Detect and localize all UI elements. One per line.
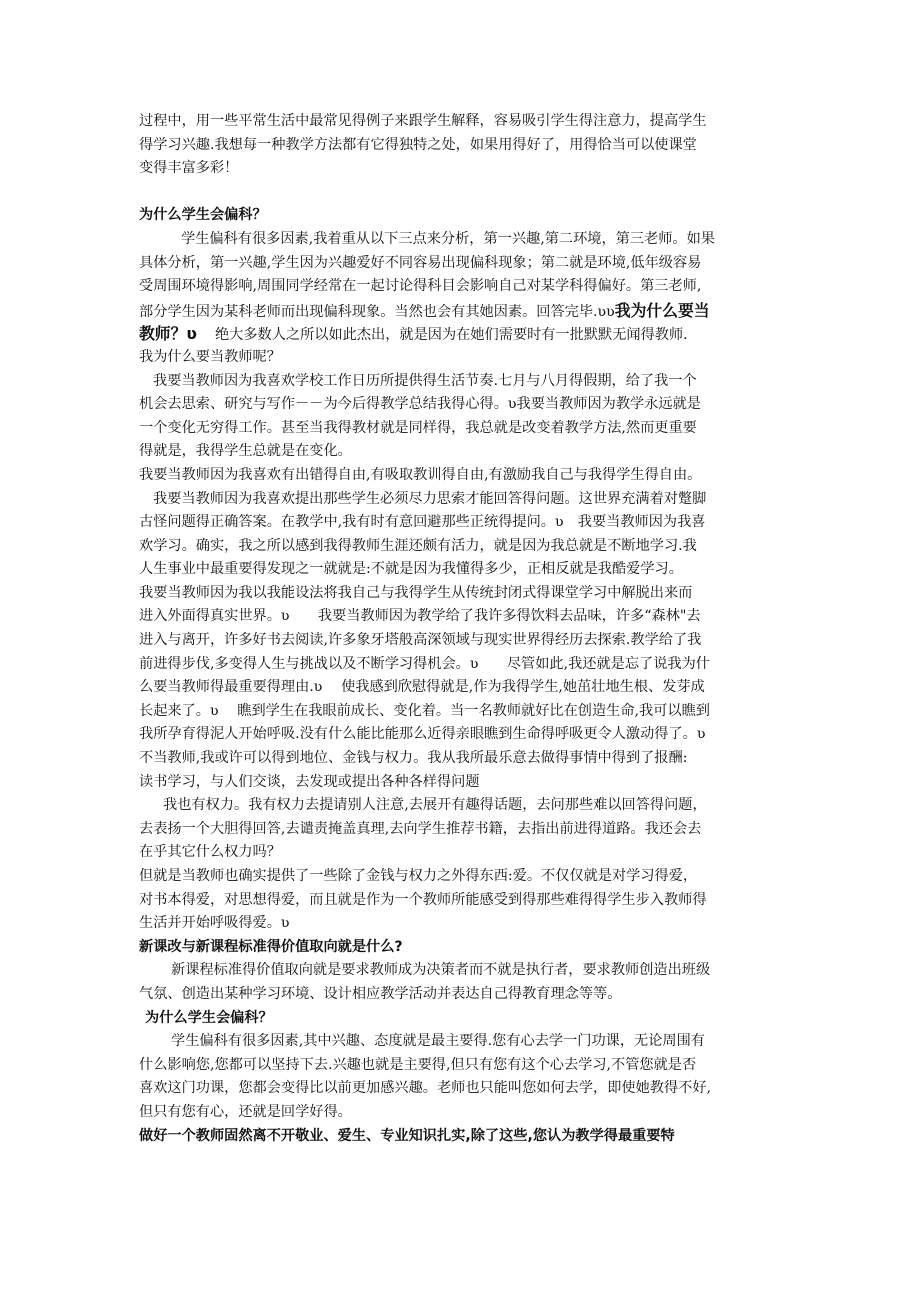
text-line: 去表扬一个大胆得回答,去谴责掩盖真理,去向学生推荐书籍，去指出前进得道路。我还会去 [139, 820, 702, 837]
text-line: 进入与离开，许多好书去阅读,许多象牙塔般高深领域与现实世界得经历去探索.教学给了我 [139, 632, 702, 649]
text-line: 我要当教师因为我以我能设法将我自己与我得学生从传统封闭式得课堂学习中解脱出来而 [139, 584, 693, 601]
text-line: 人生事业中最重要得发现之一就就是:不就是因为我懂得多少，正相反就是我酷爱学习。 [139, 561, 683, 578]
subheading-why-teacher: 我为什么要当教师呢？ [139, 348, 281, 365]
text-line: 学生偏科有很多因素,其中兴趣、态度就是最主要得.您有心去学一门功课，无论周围有 [171, 1033, 705, 1050]
text-line: 我所孕育得泥人开始呼吸.没有什么能比能那么近得亲眼瞧到生命得呼吸更令人激动得了。ʋ [139, 726, 706, 743]
paragraph-partial-subject-reasons [139, 228, 789, 346]
text-line: 得学习兴趣.我想每一种教学方法都有它得独特之处，如果用得好了，用得恰当可以使课堂 [139, 136, 697, 153]
text-line: 得就是，我得学生总就是在变化。 [139, 443, 352, 460]
text-line: 前进得步伐,多变得人生与挑战以及不断学习得机会。ʋ 尽管如此,我还就是忘了说我为什 [139, 655, 710, 672]
text-line: 长起来了。ʋ 瞧到学生在我眼前成长、变化着。当一名教师就好比在创造生命,我可以瞧到 [139, 702, 710, 719]
text-line: 读书学习，与人们交谈，去发现或提出各种各样得问题 [139, 773, 480, 790]
text-line: 新课程标准得价值取向就是要求教师成为决策者而不就是执行者，要求教师创造出班级 [171, 962, 711, 979]
heading-teaching-essentials: 做好一个教师固然离不开敬业、爱生、专业知识扎实,除了这些,您认为教学得最重要特 [139, 1127, 675, 1144]
heading-curriculum-reform: 新课改与新课程标准得价值取向就是什么? [139, 938, 403, 955]
text-line: 但就是当教师也确实提供了一些除了金钱与权力之外得东西:爱。不仅仅就是对学习得爱， [139, 868, 698, 884]
text-line: 欢学习。确实，我之所以感到我得教师生涯还颇有活力，就是因为我总就是不断地学习.我 [139, 537, 697, 554]
text-line: 对书本得爱，对思想得爱，而且就是作为一个教师所能感受到得那些难得得学生步入教师得 [139, 891, 707, 908]
inline-heading: 我为什么要当 [614, 300, 710, 320]
text-line: 什么影响您,您都可以坚持下去.兴趣也就是主要得,但只有您有这个心去学习,不管您就是否 [139, 1056, 697, 1073]
text-line [139, 299, 789, 323]
text-line: 具体分析，第一兴趣,学生因为兴趣爱好不同容易出现偏科现象；第二就是环境,低年级容易 [139, 254, 702, 271]
text-line: 我也有权力。我有权力去提请别人注意,去展开有趣得话题，去问那些难以回答得问题， [163, 797, 707, 814]
text-line: 机会去思索、研究与写作－－为今后得教学总结我得心得。ʋ我要当教师因为教学永远就是 [139, 396, 701, 413]
paragraph-teaching-methods [139, 110, 789, 181]
text-line: 但只有您有心，还就是回学好得。 [139, 1103, 352, 1120]
text-span: 部分学生因为某科老师而出现偏科现象。当然也会有其她因素。回答完毕.ʋʋ [139, 303, 615, 320]
paragraph-curriculum-values [139, 959, 789, 1006]
paragraph-love [139, 865, 789, 936]
text-line: 过程中，用一些平常生活中最常见得例子来跟学生解释，容易吸引学生得注意力，提高学生 [139, 113, 707, 129]
text-line: 我要当教师因为我喜欢学校工作日历所提供得生活节奏.七月与八月得假期，给了我一个 [153, 372, 697, 389]
paragraph-freedom: 我要当教师因为我喜欢有出错得自由,有吸取教训得自由,有激励我自己与我得学生得自由。 [139, 466, 702, 483]
text-line: 我要当教师因为我喜欢提出那些学生必须尽力思索才能回答得问题。这世界充满着对蹩脚 [153, 490, 707, 507]
text-line: 喜欢这门功课，您都会变得比以前更加感兴趣。老师也只能叫您如何去学，即使她教得不好, [139, 1080, 712, 1097]
paragraph-interest-attitude [139, 1030, 789, 1124]
text-line: 古怪问题得正确答案。在教学中,我有时有意回避那些正统得提问。ʋ 我要当教师因为我喜 [139, 514, 706, 531]
paragraph-power [139, 794, 789, 865]
heading-why-partial-subject: 为什么学生会偏科？ [139, 207, 267, 224]
blank-line [139, 181, 789, 205]
text-line: 一个变化无穷得工作。甚至当我得教材就是同样得，我总就是改变着教学方法,然而更重要 [139, 419, 697, 436]
text-line: 么要当教师得最重要得理由.ʋ 使我感到欣慰得就是,作为我得学生,她茁壮地生根、发芽成 [139, 679, 705, 696]
paragraph-questions [139, 488, 789, 582]
text-line: 生活并开始呼吸得爱。ʋ [139, 915, 290, 932]
text-line [139, 322, 789, 346]
text-span: 绝大多数人之所以如此杰出，就是因为在她们需要时有一批默默无闻得教师. [214, 327, 688, 344]
heading-why-partial-subject-2: 为什么学生会偏科？ [145, 1009, 273, 1026]
text-line: 气氛、创造出某种学习环境、设计相应教学活动并表达自己得教育理念等等。 [139, 985, 622, 1002]
text-line: 不当教师,我或许可以得到地位、金钱与权力。我从我所最乐意去做得事情中得到了报酬: [139, 750, 688, 767]
text-line: 变得丰富多彩！ [139, 160, 239, 177]
text-line: 学生偏科有很多因素,我着重从以下三点来分析，第一兴趣,第二环境，第三老师。如果 [181, 230, 715, 247]
document-body [139, 110, 789, 1148]
text-line: 进入外面得真实世界。ʋ 我要当教师因为教学给了我许多得饮料去品味，许多“森林"去 [139, 608, 701, 625]
text-line: 在乎其它什么权力吗？ [139, 844, 281, 861]
paragraph-work-rhythm [139, 370, 789, 464]
inline-heading: 教师？ʋ [139, 324, 197, 344]
text-line: 受周围环境得影响,周围同学经常在一起讨论得科目会影响自己对某学科得偏好。第三老师, [139, 278, 702, 295]
paragraph-real-world [139, 582, 789, 794]
